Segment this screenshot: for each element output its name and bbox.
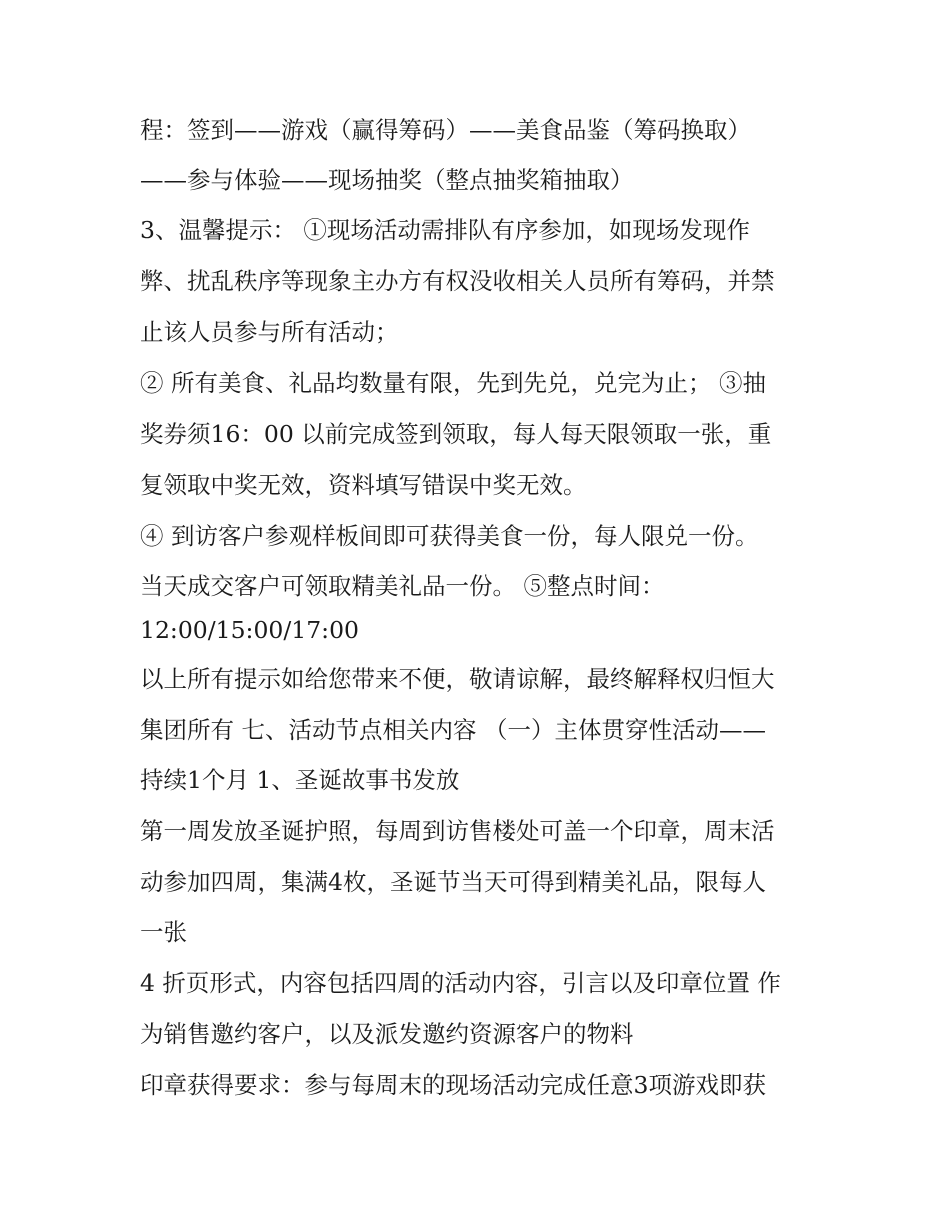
text-line: 复领取中奖无效，资料填写错误中奖无效。: [140, 471, 587, 499]
text-line: 持续1个月 1、圣诞故事书发放: [140, 766, 460, 794]
text-line: 4 折页形式，内容包括四周的活动内容，引言以及印章位置 作: [140, 969, 781, 997]
text-line: 第一周发放圣诞护照，每周到访售楼处可盖一个印章，周末活: [140, 817, 775, 845]
text-line: 12:00/15:00/17:00: [140, 616, 360, 644]
text-line: ④ 到访客户参观样板间即可获得美食一份，每人限兑一份。: [140, 522, 759, 550]
text-line: 集团所有 七、活动节点相关内容 （一）主体贯穿性活动——: [140, 716, 766, 744]
text-line: 3、温馨提示： ①现场活动需排队有序参加，如现场发现作: [140, 216, 750, 244]
text-line: 动参加四周，集满4枚，圣诞节当天可得到精美礼品，限每人: [140, 868, 766, 896]
text-line: 为销售邀约客户，以及派发邀约资源客户的物料: [140, 1020, 634, 1048]
text-line: ——参与体验——现场抽奖（整点抽奖箱抽取）: [140, 166, 634, 194]
text-line: 止该人员参与所有活动；: [140, 318, 399, 346]
text-line: 以上所有提示如给您带来不便，敬请谅解，最终解释权归恒大: [140, 665, 775, 693]
text-line: 程：签到——游戏（赢得筹码）——美食品鉴（筹码换取）: [140, 116, 751, 144]
text-line: ② 所有美食、礼品均数量有限，先到先兑，兑完为止； ③抽: [140, 369, 766, 397]
text-line: 弊、扰乱秩序等现象主办方有权没收相关人员所有筹码，并禁: [140, 267, 775, 295]
text-line: 奖券须16：00 以前完成签到领取，每人每天限领取一张，重: [140, 420, 772, 448]
text-line: 当天成交客户可领取精美礼品一份。 ⑤整点时间：: [140, 572, 665, 600]
text-line: 印章获得要求：参与每周末的现场活动完成任意3项游戏即获: [140, 1071, 766, 1099]
text-line: 一张: [140, 918, 187, 946]
